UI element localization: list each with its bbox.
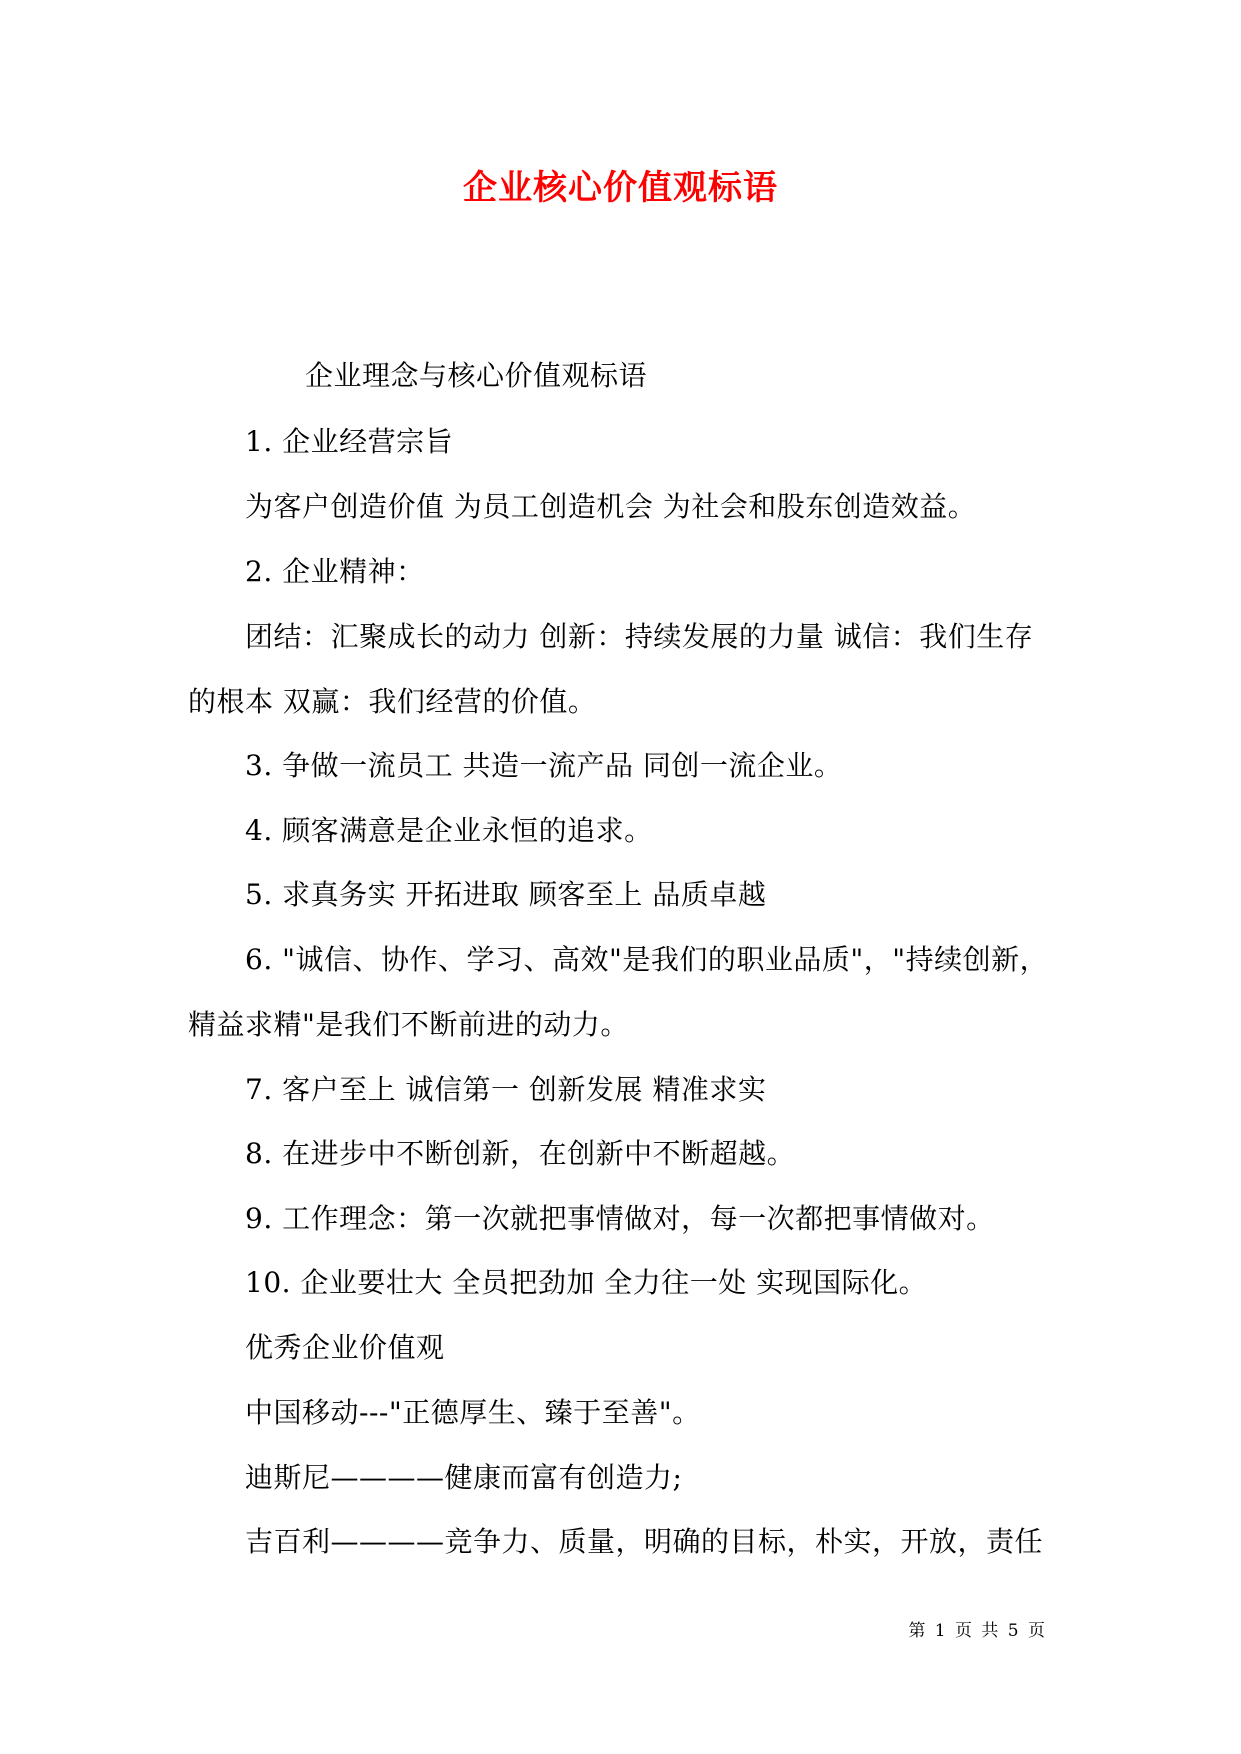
paragraph-line: 4. 顾客满意是企业永恒的追求。 xyxy=(245,814,653,847)
paragraph-line: 6. "诚信、协作、学习、高效"是我们的职业品质"，"持续创新， xyxy=(245,943,1049,976)
section-heading: 企业理念与核心价值观标语 xyxy=(305,359,648,392)
paragraph-line: 吉百利————竞争力、质量，明确的目标，朴实，开放，责任 xyxy=(245,1525,1044,1558)
paragraph-line: 7. 客户至上 诚信第一 创新发展 精准求实 xyxy=(245,1073,767,1106)
paragraph-line: 的根本 双赢：我们经营的价值。 xyxy=(188,685,597,718)
paragraph-line: 精益求精"是我们不断前进的动力。 xyxy=(188,1008,629,1041)
paragraph-line: 10. 企业要壮大 全员把劲加 全力往一处 实现国际化。 xyxy=(245,1266,928,1299)
page-number-footer: 第 1 页 共 5 页 xyxy=(908,1621,1047,1641)
paragraph-line: 5. 求真务实 开拓进取 顾客至上 品质卓越 xyxy=(245,878,767,911)
paragraph-line: 迪斯尼————健康而富有创造力; xyxy=(245,1461,683,1494)
document-title: 企业核心价值观标语 xyxy=(463,168,778,208)
paragraph-line: 优秀企业价值观 xyxy=(245,1331,445,1364)
paragraph-line: 团结：汇聚成长的动力 创新：持续发展的力量 诚信：我们生存 xyxy=(245,620,1034,653)
paragraph-line: 1. 企业经营宗旨 xyxy=(245,425,454,458)
paragraph-line: 2. 企业精神： xyxy=(245,555,425,588)
paragraph-line: 9. 工作理念：第一次就把事情做对，每一次都把事情做对。 xyxy=(245,1202,995,1235)
paragraph-line: 中国移动---"正德厚生、臻于至善"。 xyxy=(245,1396,701,1429)
paragraph-line: 8. 在进步中不断创新，在创新中不断超越。 xyxy=(245,1137,796,1170)
paragraph-line: 3. 争做一流员工 共造一流产品 同创一流企业。 xyxy=(245,749,843,782)
paragraph-line: 为客户创造价值 为员工创造机会 为社会和股东创造效益。 xyxy=(245,490,977,523)
